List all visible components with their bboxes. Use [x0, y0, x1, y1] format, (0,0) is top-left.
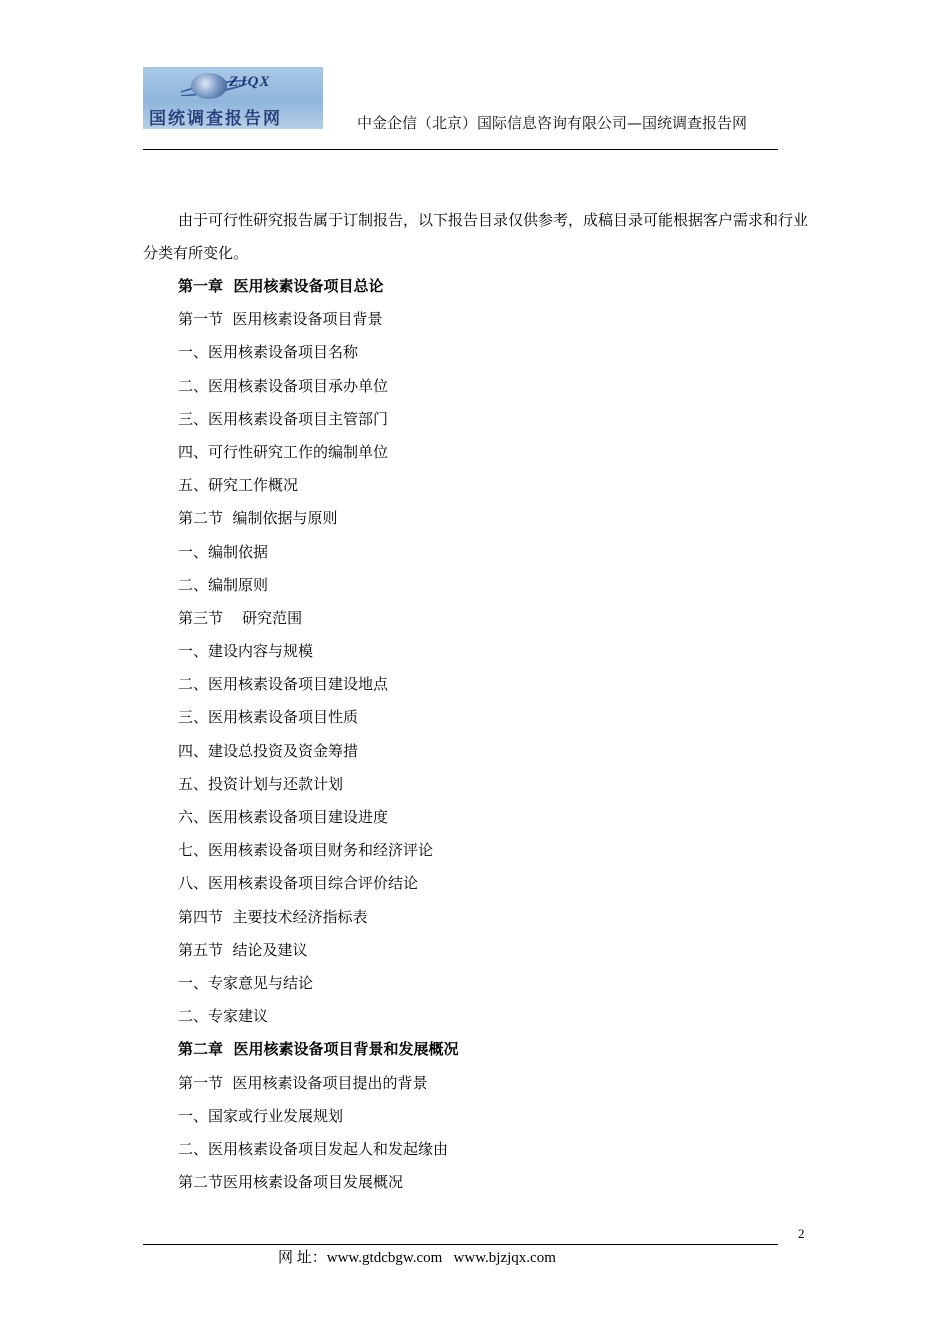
company-logo [143, 67, 323, 129]
toc-section-heading: 第三节 研究范围 [178, 608, 303, 627]
table-of-contents [143, 270, 811, 1199]
toc-section-heading: 第四节 主要技术经济指标表 [178, 907, 368, 926]
toc-item: 一、专家意见与结论 [178, 973, 314, 992]
footer-divider [143, 1244, 778, 1245]
toc-item: 八、医用核素设备项目综合评价结论 [178, 874, 419, 893]
toc-item: 二、专家建议 [178, 1007, 269, 1026]
toc-item: 六、医用核素设备项目建设进度 [178, 808, 389, 826]
toc-item: 五、研究工作概况 [178, 476, 299, 495]
toc-item: 二、编制原则 [178, 575, 269, 594]
toc-item: 三、医用核素设备项目主管部门 [178, 409, 389, 428]
intro-paragraph: 由于可行性研究报告属于订制报告，以下报告目录仅供参考，成稿目录可能根据客户需求和行业分类有所变化。 [143, 211, 809, 262]
header-company-name: 中金企信（北京）国际信息咨询有限公司—国统调查报告网 [357, 114, 748, 132]
toc-section-heading: 第一节 医用核素设备项目提出的背景 [178, 1073, 428, 1092]
toc-chapter-heading: 第一章 医用核素设备项目总论 [178, 277, 384, 295]
footer-websites: 网 址：www.gtdcbgw.com www.bjzjqx.com [278, 1250, 556, 1266]
toc-item: 一、医用核素设备项目名称 [178, 343, 359, 362]
toc-item: 一、国家或行业发展规划 [178, 1106, 344, 1125]
toc-item: 三、医用核素设备项目性质 [178, 708, 359, 727]
toc-item: 七、医用核素设备项目财务和经济评论 [178, 841, 434, 860]
toc-item: 一、建设内容与规模 [178, 642, 314, 661]
page-number: 2 [798, 1226, 805, 1241]
toc-item: 四、建设总投资及资金筹措 [178, 741, 359, 760]
logo-brand-text: ZJQX [229, 74, 271, 90]
toc-item: 一、编制依据 [178, 542, 269, 561]
toc-item: 四、可行性研究工作的编制单位 [178, 442, 389, 461]
header-divider [143, 149, 778, 150]
globe-icon-body [191, 73, 227, 99]
toc-section-heading: 第一节 医用核素设备项目背景 [178, 310, 383, 329]
logo-name-text: 国统调查报告网 [149, 109, 282, 129]
toc-section-heading: 第五节 结论及建议 [178, 940, 308, 959]
toc-item: 二、医用核素设备项目承办单位 [178, 376, 389, 395]
toc-item: 五、投资计划与还款计划 [178, 774, 344, 793]
toc-chapter-heading: 第二章 医用核素设备项目背景和发展概况 [178, 1040, 459, 1059]
toc-section-heading: 第二节 编制依据与原则 [178, 509, 338, 528]
document-body [143, 204, 811, 1199]
toc-item: 二、医用核素设备项目建设地点 [178, 675, 389, 694]
toc-item: 二、医用核素设备项目发起人和发起缘由 [178, 1139, 449, 1158]
toc-section-heading: 第二节医用核素设备项目发展概况 [178, 1173, 404, 1192]
